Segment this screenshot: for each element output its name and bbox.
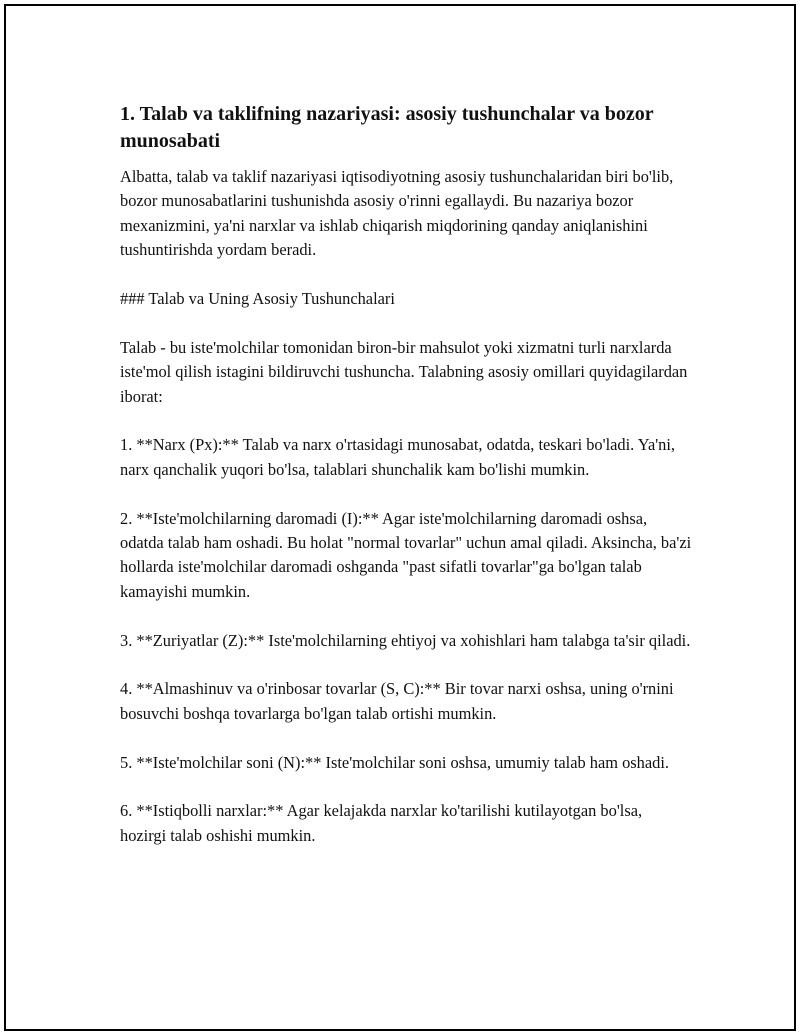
paragraph-gap (120, 775, 692, 799)
intro-paragraph: Albatta, talab va taklif nazariyasi iqtisodiyotning asosiy tushunchalaridan biri bo'lib, bozor munosabatlarini tushunishda asosiy o'rinni egallaydi. Bu nazariya bozor mexanizmini, ya'ni narxlar va ishlab chiqarish miqdorining qanday aniqlanishini tushuntirishda yordam beradi. (120, 167, 674, 260)
paragraph-gap (120, 653, 692, 677)
section-heading-raw: ### Talab va Uning Asosiy Tushunchalari (120, 289, 395, 309)
definition-paragraph: Talab - bu iste'molchilar tomonidan biron-bir mahsulot yoki xizmatni turli narxlarda iste'mol qilish istagini bildiruvchi tushuncha. Talabning asosiy omillari quyidagilardan iborat: (120, 337, 688, 406)
list-item-price: 1. **Narx (Px):** Talab va narx o'rtasidagi munosabat, odatda, teskari bo'ladi. Ya'ni, narx qanchalik yuqori bo'lsa, talablari shunchalik kam bo'lishi mumkin. (120, 435, 676, 479)
list-item-income: 2. **Iste'molchilarning daromadi (I):** Agar iste'molchilarning daromadi oshsa, odatda talab ham oshadi. Bu holat "normal tovarlar" uchun amal qiladi. Aksincha, ba'zi hollarda iste'molchilar daromadi oshganda "past sifatli tovarlar"ga bo'lgan talab kamayishi mumkin. (120, 508, 692, 601)
paragraph-gap (120, 409, 692, 433)
paragraph-gap (120, 482, 692, 506)
page-frame (4, 4, 796, 1031)
paragraph-gap (120, 604, 692, 628)
list-item-consumers: 5. **Iste'molchilar soni (N):** Iste'molchilar soni oshsa, umumiy talab ham oshadi. (120, 752, 669, 772)
document-body (120, 98, 692, 848)
document-title: 1. Talab va taklifning nazariyasi: asosiy tushunchalar va bozor munosabati (120, 103, 654, 152)
paragraph-gap (120, 726, 692, 750)
list-item-substitutes: 4. **Almashinuv va o'rinbosar tovarlar (S, C):** Bir tovar narxi oshsa, uning o'rnini bosuvchi boshqa tovarlarga bo'lgan talab ortishi mumkin. (120, 679, 674, 723)
paragraph-gap (120, 311, 692, 335)
list-item-preferences: 3. **Zuriyatlar (Z):** Iste'molchilarning ehtiyoj va xohishlari ham talabga ta'sir qiladi. (120, 630, 691, 650)
paragraph-gap (120, 263, 692, 287)
list-item-expected-prices: 6. **Istiqbolli narxlar:** Agar kelajakda narxlar ko'tarilishi kutilayotgan bo'lsa, hozirgi talab oshishi mumkin. (120, 801, 643, 845)
